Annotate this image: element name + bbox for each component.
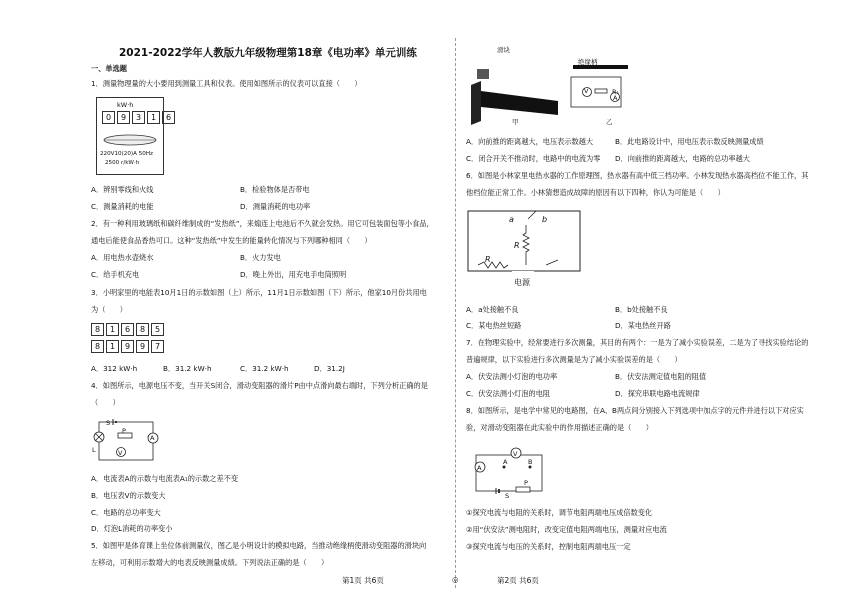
q5-label-slider: 滑块 <box>497 46 510 54</box>
meter-digit: 6 <box>162 111 175 124</box>
q1-option-d: D．测量消耗的电功率 <box>240 202 311 211</box>
footer-page-right: 第2页 共6页 <box>497 576 539 585</box>
q2-option-b: B．火力发电 <box>240 253 281 262</box>
q4-label-A: A <box>150 434 155 442</box>
q6-stem-line1: 6．如图是小林家里电热水器的工作原理图，热水器有高中低三档功率。小林发现热水器高档位不能工作，其 <box>466 171 809 180</box>
q8-item-2: ②用“伏安法”测电阻时，改变定值电阻两端电压，测量对应电流 <box>466 525 667 534</box>
reading-digit: 8 <box>91 340 104 353</box>
q4-label-V: V <box>118 449 123 457</box>
q5-option-b: B．此电路设计中，用电压表示数反映测量成绩 <box>615 137 764 146</box>
meter-digit: 3 <box>132 111 145 124</box>
meter-reading-bottom <box>91 340 166 353</box>
reading-digit: 9 <box>121 340 134 353</box>
q6-option-b: B．b处接触不良 <box>615 305 668 314</box>
q6-label-a: a <box>509 215 514 224</box>
q4-label-L: L <box>92 446 96 454</box>
q3-option-b: B．31.2 kW·h <box>163 364 212 373</box>
q3-option-a: A．312 kW·h <box>91 364 138 373</box>
q7-stem-line1: 7．在物理实验中，经常要进行多次测量，其目的有两个：一是为了减小实验误差，二是为了寻找实验结论的 <box>466 338 809 347</box>
q2-option-d: D．晚上外出，用充电手电筒照明 <box>240 270 347 279</box>
q4-stem-line1: 4．如图所示，电源电压不变，当开关S闭合，滑动变阻器的滑片P由中点滑向最右端时，下列分析正确的是 <box>91 381 428 390</box>
q4-option-b: B．电压表V的示数变大 <box>91 491 166 500</box>
q4-option-c: C．电路的总功率变大 <box>91 508 161 517</box>
q2-stem-line1: 2．有一种利用玻璃纸和碳纤维制成的“发热纸”，来煽连上电池后不久就会发热。用它可包装面包等小食品， <box>91 219 434 228</box>
meter-unit: kW·h <box>117 101 134 109</box>
q8-stem-line2: 验，对滑动变阻器在此实验中的作用描述正确的是（ ） <box>466 423 653 432</box>
reading-digit: 1 <box>106 340 119 353</box>
q1-stem: 1．测量物理量的大小要用到测量工具和仪表。使用如图所示的仪表可以直接（ ） <box>91 79 362 88</box>
meter-digits <box>102 111 177 124</box>
q5-figure <box>463 45 633 125</box>
q4-label-P: P <box>122 427 126 435</box>
q5-option-a: A．向前推的距离越大，电压表示数越大 <box>466 137 594 146</box>
q5-label-jia: 甲 <box>512 118 519 126</box>
q8-label-ammeter: A <box>477 464 482 472</box>
q8-label-P: P <box>524 479 528 487</box>
q3-option-d: D．31.2J <box>314 364 345 373</box>
q6-label-R-top: R <box>514 241 520 250</box>
meter-digit: 0 <box>102 111 115 124</box>
q6-option-d: D．某电热丝开路 <box>615 321 671 330</box>
q1-option-a: A．辨别零线和火线 <box>91 185 154 194</box>
q7-stem-line2: 普遍规律，以下实验进行多次测量是为了减小实验误差的是（ ） <box>466 355 682 364</box>
q2-option-a: A．用电热水壶烧水 <box>91 253 154 262</box>
q5-label-handle: 绝缘柄 <box>578 58 598 66</box>
reading-digit: 6 <box>121 323 134 336</box>
meter-spec: 220V10(20)A 50Hz <box>100 151 153 157</box>
footer-center-mark: ◎ <box>452 575 459 584</box>
q4-stem-line2: （ ） <box>91 398 120 407</box>
q5-stem-line2: 左移动，可利用示数增大的电表反映测量成绩。下列说法正确的是（ ） <box>91 558 329 567</box>
q2-stem-line2: 通电后能使食品香热可口。这种“发热纸”中发生的能量转化情况与下列哪种相同（ ） <box>91 236 372 245</box>
reading-digit: 8 <box>91 323 104 336</box>
meter-disc-icon <box>101 131 159 149</box>
q3-option-c: C．31.2 kW·h <box>240 364 289 373</box>
column-divider <box>455 38 456 588</box>
reading-digit: 8 <box>136 323 149 336</box>
section-heading: 一、单选题 <box>91 64 127 73</box>
q1-option-c: C．测量消耗的电能 <box>91 202 154 211</box>
q8-label-B: B <box>528 458 533 466</box>
meter-reading-top <box>91 323 166 336</box>
q4-option-d: D．灯泡L消耗的功率变小 <box>91 524 173 533</box>
q3-stem-line2: 为（ ） <box>91 305 127 314</box>
q8-label-S: S <box>505 492 510 500</box>
q6-option-c: C．某电热丝短路 <box>466 321 522 330</box>
q5-label-V: V <box>584 87 589 95</box>
q6-label-R-bottom: R <box>485 255 491 264</box>
meter-rev: 2500 r/kW·h <box>105 160 140 166</box>
q4-option-a: A．电流表A的示数与电流表A₁的示数之差不变 <box>91 474 239 483</box>
footer-page-left: 第1页 共6页 <box>342 576 384 585</box>
q6-stem-line2: 他档位能正常工作。小林猜想造成故障的原因有以下四种，你认为可能是（ ） <box>466 188 725 197</box>
q7-option-a: A．伏安法测小灯泡的电功率 <box>466 372 558 381</box>
q6-option-a: A．a处接触不良 <box>466 305 519 314</box>
page-title: 2021-2022学年人教版九年级物理第18章《电功率》单元训练 <box>119 47 417 59</box>
q7-option-b: B．伏安法测定值电阻的阻值 <box>615 372 707 381</box>
q6-label-b: b <box>542 215 548 224</box>
q1-option-b: B．检验物体是否带电 <box>240 185 310 194</box>
q5-option-c: C．闭合开关不推动时，电路中的电流为零 <box>466 154 601 163</box>
q5-label-R1: R₁ <box>612 88 620 96</box>
reading-digit: 7 <box>151 340 164 353</box>
meter-digit: 9 <box>117 111 130 124</box>
energy-meter-figure <box>96 97 172 175</box>
q4-label-S: S <box>106 419 111 427</box>
q8-stem-line1: 8．如图所示，是电学中常见的电路图，在A、B两点间分别接入下列选项中加点字的元件并进行以下对应实 <box>466 406 804 415</box>
q5-option-d: D．向前推的距离越大，电路的总功率越大 <box>615 154 750 163</box>
meter-digit: 1 <box>147 111 160 124</box>
reading-digit: 1 <box>106 323 119 336</box>
q8-item-3: ③探究电流与电压的关系时，控制电阻两端电压一定 <box>466 542 631 551</box>
q8-item-1: ①探究电流与电阻的关系时，调节电阻两端电压成倍数变化 <box>466 508 653 517</box>
reading-digit: 5 <box>151 323 164 336</box>
q5-label-A: A <box>613 94 618 102</box>
q2-option-c: C．给手机充电 <box>91 270 140 279</box>
q5-label-yi: 乙 <box>606 118 613 126</box>
reading-digit: 9 <box>136 340 149 353</box>
q7-option-d: D．探究串联电路电流规律 <box>615 389 700 398</box>
q6-label-source: 电源 <box>514 278 530 287</box>
q3-stem-line1: 3．小明家里的电能表10月1日的示数如图（上）所示，11月1日示数如图（下）所示，他家10月份共用电 <box>91 288 427 297</box>
q7-option-c: C．伏安法测小灯泡的电阻 <box>466 389 551 398</box>
q8-label-V: V <box>513 450 518 458</box>
q8-label-A: A <box>503 458 508 466</box>
q5-stem-line1: 5．如图甲是体育课上坐位体前测量仪，图乙是小明设计的模拟电路，当推动绝缘柄使滑动变阻器的滑块向 <box>91 541 427 550</box>
